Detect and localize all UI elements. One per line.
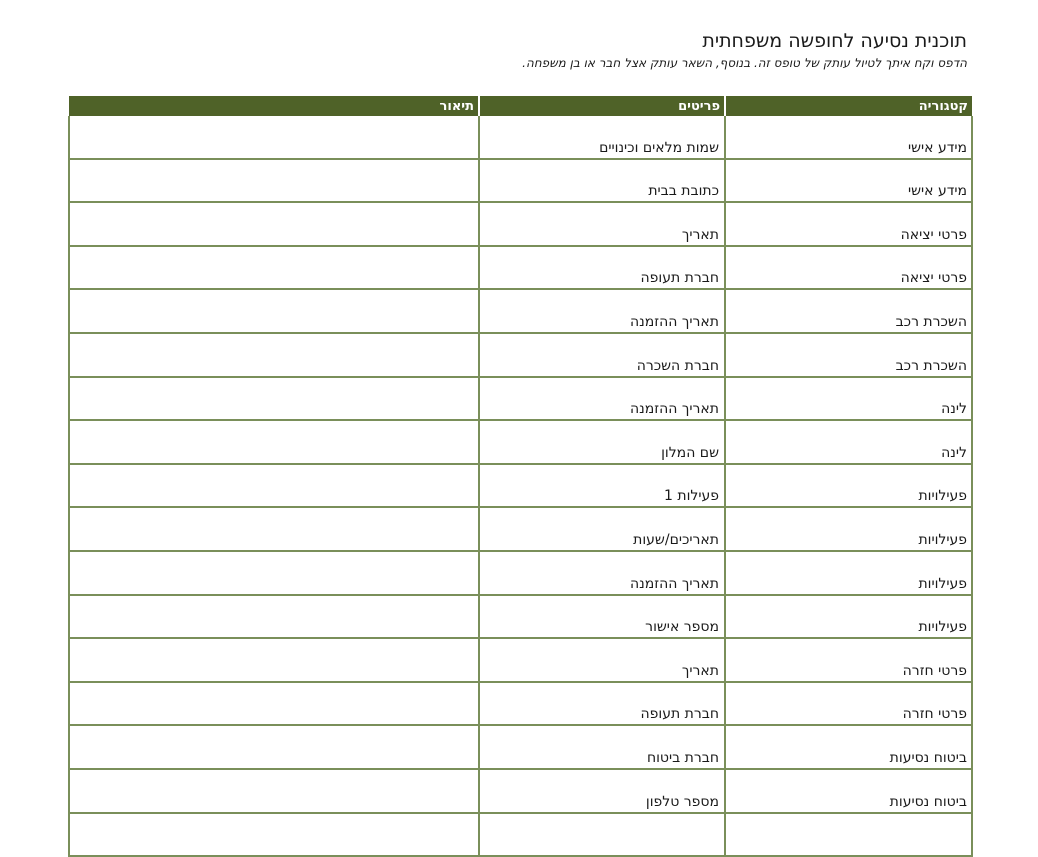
cell-details[interactable]	[479, 116, 725, 159]
cell-details[interactable]	[479, 725, 725, 769]
header-category[interactable]: קטגוריה	[725, 96, 972, 116]
cell-category[interactable]: פעילויות	[725, 507, 972, 551]
table-row	[69, 725, 972, 769]
cell-description[interactable]	[69, 159, 479, 203]
page-subtitle: הדפס וקח איתך לטיול עותק של טופס זה. בנוסף, השאר עותק אצל חבר או בן משפחה.	[522, 56, 967, 70]
cell-details[interactable]	[479, 638, 725, 682]
cell-details[interactable]	[479, 595, 725, 639]
table-row	[69, 333, 972, 377]
cell-details[interactable]	[479, 420, 725, 464]
cell-details-text: מספר טלפון	[645, 793, 719, 810]
cell-details[interactable]	[479, 333, 725, 377]
cell-category[interactable]	[725, 813, 972, 857]
cell-category[interactable]: פעילויות	[725, 551, 972, 595]
cell-details-text: תאריך ההזמנה	[630, 401, 719, 418]
cell-details[interactable]	[479, 289, 725, 333]
cell-description[interactable]	[69, 769, 479, 813]
table-row	[69, 813, 972, 857]
header-details[interactable]: פריטים	[479, 96, 725, 116]
cell-details-text: כתובת בבית	[648, 183, 719, 200]
cell-details-text: חברת תעופה	[640, 706, 719, 723]
cell-category[interactable]: פעילויות	[725, 595, 972, 639]
cell-details[interactable]	[479, 202, 725, 246]
table-row	[69, 202, 972, 246]
table-row	[69, 638, 972, 682]
cell-details[interactable]	[479, 551, 725, 595]
cell-details[interactable]	[479, 159, 725, 203]
cell-category[interactable]: ביטוח נסיעות	[725, 725, 972, 769]
cell-details-text: שמות מלאים וכינויים	[599, 139, 719, 156]
cell-description[interactable]	[69, 420, 479, 464]
table-row	[69, 289, 972, 333]
table-row	[69, 682, 972, 726]
cell-description[interactable]	[69, 638, 479, 682]
cell-category[interactable]: פרטי חזרה	[725, 638, 972, 682]
table-row	[69, 551, 972, 595]
cell-details-text: שם המלון	[661, 444, 719, 461]
cell-category[interactable]: לינה	[725, 420, 972, 464]
cell-category[interactable]: השכרת רכב	[725, 333, 972, 377]
table-row	[69, 769, 972, 813]
cell-category[interactable]: מידע אישי	[725, 116, 972, 159]
cell-details-text: חברת ביטוח	[646, 749, 719, 766]
cell-details-text: תאריך ההזמנה	[630, 313, 719, 330]
cell-description[interactable]	[69, 595, 479, 639]
cell-details[interactable]	[479, 813, 725, 857]
cell-description[interactable]	[69, 377, 479, 421]
cell-description[interactable]	[69, 333, 479, 377]
table-header-row	[69, 96, 972, 116]
cell-details[interactable]	[479, 769, 725, 813]
table-row	[69, 377, 972, 421]
page-title: תוכנית נסיעה לחופשה משפחתית	[702, 30, 967, 52]
cell-description[interactable]	[69, 202, 479, 246]
table-row	[69, 159, 972, 203]
cell-details-text: חברת השכרה	[636, 357, 719, 374]
cell-details[interactable]	[479, 246, 725, 290]
cell-description[interactable]	[69, 246, 479, 290]
cell-description[interactable]	[69, 725, 479, 769]
table-row	[69, 116, 972, 159]
cell-category[interactable]: פרטי יציאה	[725, 246, 972, 290]
cell-details[interactable]	[479, 377, 725, 421]
cell-details-text: מספר אישור	[645, 619, 719, 636]
table-row	[69, 595, 972, 639]
cell-description[interactable]	[69, 551, 479, 595]
cell-category[interactable]: מידע אישי	[725, 159, 972, 203]
cell-details-text: חברת תעופה	[640, 270, 719, 287]
cell-details-text: תאריכים/שעות	[633, 531, 719, 548]
header-description[interactable]: תיאור	[69, 96, 479, 116]
cell-category[interactable]: פעילויות	[725, 464, 972, 508]
table-row	[69, 246, 972, 290]
cell-category[interactable]: פרטי חזרה	[725, 682, 972, 726]
cell-description[interactable]	[69, 116, 479, 159]
cell-details-text: פעילות 1	[664, 488, 719, 505]
cell-description[interactable]	[69, 507, 479, 551]
cell-description[interactable]	[69, 464, 479, 508]
table-row	[69, 507, 972, 551]
cell-description[interactable]	[69, 813, 479, 857]
travel-plan-table	[68, 96, 973, 857]
cell-details-text: תאריך ההזמנה	[630, 575, 719, 592]
cell-category[interactable]: פרטי יציאה	[725, 202, 972, 246]
cell-details[interactable]	[479, 507, 725, 551]
cell-category[interactable]: ביטוח נסיעות	[725, 769, 972, 813]
table-row	[69, 464, 972, 508]
cell-category[interactable]: לינה	[725, 377, 972, 421]
table-body	[69, 116, 972, 856]
cell-details-text: תאריך	[681, 662, 719, 679]
cell-category[interactable]: השכרת רכב	[725, 289, 972, 333]
cell-description[interactable]	[69, 289, 479, 333]
cell-details[interactable]	[479, 682, 725, 726]
table-row	[69, 420, 972, 464]
cell-details-text: תאריך	[681, 226, 719, 243]
cell-details[interactable]	[479, 464, 725, 508]
cell-description[interactable]	[69, 682, 479, 726]
